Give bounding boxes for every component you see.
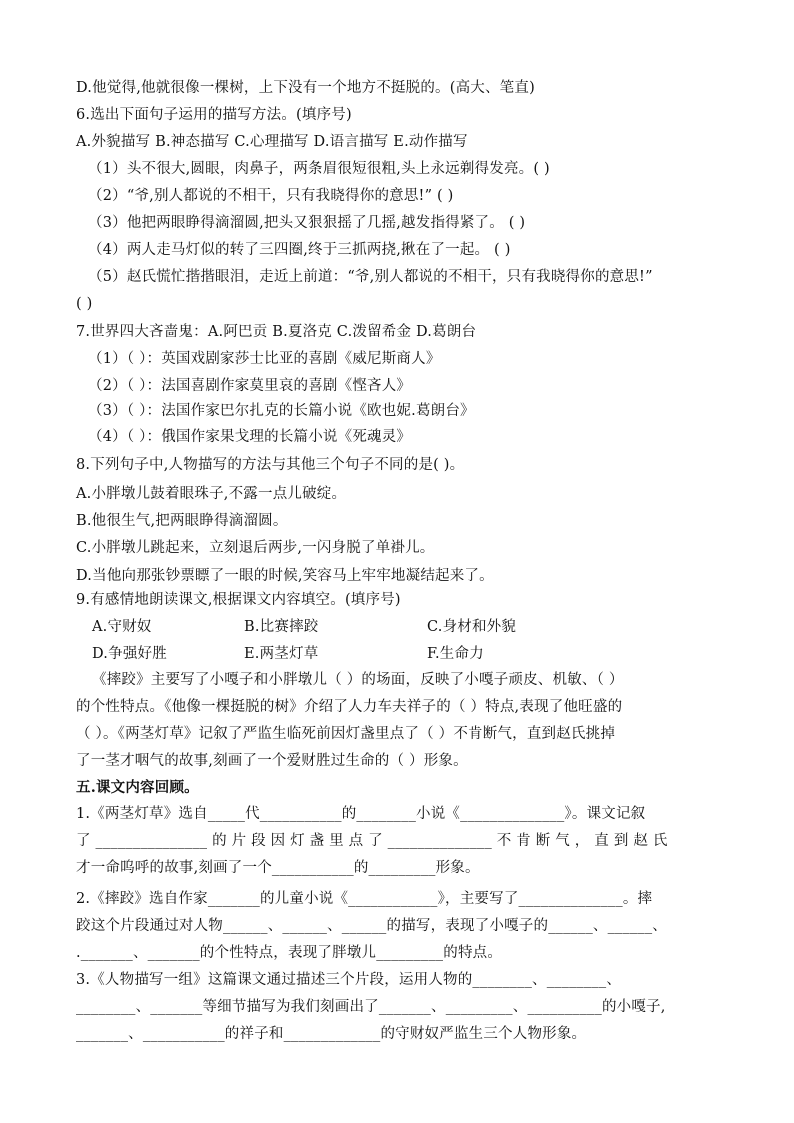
s5-q2-line-2: 跤这个片段通过对人物______、______、______的描写，表现了小嘎子的______、______、 [76, 918, 667, 934]
q9-option-f: F.生命力 [427, 646, 484, 662]
q9-para-line-2: 的个性特点。《他像一棵挺脱的树》介绍了人力车夫祥子的（ ）特点,表现了他旺盛的 [76, 699, 623, 715]
q8-option-a: A.小胖墩儿鼓着眼珠子,不露一点儿破绽。 [76, 486, 347, 502]
q9-option-d: D.争强好胜 [92, 646, 167, 662]
q8-option-c: C.小胖墩儿跳起来，立刻退后两步,一闪身脱了单褂儿。 [76, 540, 435, 556]
q8-title: 8.下列句子中,人物描写的方法与其他三个句子不同的是( )。 [76, 457, 465, 473]
q7-item-1: （1）（ ）：英国戏剧家莎士比亚的喜剧《威尼斯商人》 [88, 351, 441, 367]
s5-q3-line-1: 3.《人物描写一组》这篇课文通过描述三个片段，运用人物的________、________、 [76, 972, 622, 988]
s5-q2-line-3: ._______、_______的个性特点，表现了胖墩儿_________的特点。 [76, 945, 503, 961]
q9-option-b: B.比赛摔跤 [244, 619, 319, 635]
s5-q3-line-2: ________、_______等细节描写为我们刻画出了_______、_________、__________的小嘎子, [76, 999, 666, 1015]
q6-item-2: （2）“爷,别人都说的不相干，只有我晓得你的意思!” ( ) [88, 188, 454, 204]
q6-item-5: （5）赵氏慌忙揩揩眼泪，走近上前道：“爷,别人都说的不相干，只有我晓得你的意思!” [88, 269, 653, 285]
q9-title: 9.有感情地朗读课文,根据课文内容填空。(填序号) [76, 592, 401, 608]
section-5-title: 五.课文内容回顾。 [76, 779, 199, 796]
q8-option-d: D.当他向那张钞票瞟了一眼的时候,笑容马上牢牢地凝结起来了。 [76, 568, 494, 584]
q5-option-d: D.他觉得,他就很像一棵树，上下没有一个地方不挺脱的。(高大、笔直) [76, 80, 535, 96]
s5-q2-line-1: 2.《摔跤》选自作家_______的儿童小说《____________》，主要写了______________。摔 [76, 891, 653, 907]
q6-item-4: （4）两人走马灯似的转了三四圈,终于三抓两挠,揪在了一起。 ( ) [88, 242, 511, 258]
q9-option-e: E.两茎灯草 [244, 646, 319, 662]
q7-title: 7.世界四大吝啬鬼：A.阿巴贡 B.夏洛克 C.泼留希金 D.葛朗台 [76, 324, 477, 340]
q6-options: A.外貌描写 B.神态描写 C.心理描写 D.语言描写 E.动作描写 [76, 134, 468, 150]
q9-option-a: A.守财奴 [92, 619, 152, 635]
q8-option-b: B.他很生气,把两眼睁得滴溜圆。 [76, 513, 288, 529]
q9-para-line-1: 《摔跤》主要写了小嘎子和小胖墩儿（ ）的场面，反映了小嘎子顽皮、机敏、（ ） [92, 672, 624, 688]
s5-q1-line-2: 了 _______________ 的 片 段 因 灯 盏 里 点 了 ______________ 不 肯 断 气 ， 直 到 赵 氏 [76, 833, 668, 849]
q6-item-5-blank: ( ) [76, 296, 93, 312]
q9-para-line-4: 了一茎才咽气的故事,刻画了一个爱财胜过生命的（ ）形象。 [76, 753, 468, 769]
s5-q1-line-1: 1.《两茎灯草》选自_____代___________的________小说《______________》。课文记叙 [76, 806, 646, 822]
s5-q3-line-3: _______、___________的祥子和_____________的守财奴严监生三个人物形象。 [76, 1026, 587, 1042]
q9-para-line-3: （ ）。《两茎灯草》记叙了严监生临死前因灯盏里点了（ ）不肯断气，直到赵氏挑掉 [76, 726, 616, 742]
q6-item-3: （3）他把两眼睁得滴溜圆,把头又狠狠摇了几摇,越发指得紧了。 ( ) [88, 215, 526, 231]
q7-item-2: （2）（ ）：法国喜剧作家莫里哀的喜剧《悭吝人》 [88, 378, 412, 394]
q7-item-3: （3）（ ）：法国作家巴尔扎克的长篇小说《欧也妮.葛朗台》 [88, 403, 475, 419]
q6-title: 6.选出下面句子运用的描写方法。(填序号) [76, 107, 352, 123]
q7-item-4: （4）（ ）：俄国作家果戈理的长篇小说《死魂灵》 [88, 429, 412, 445]
q6-item-1: （1）头不很大,圆眼，肉鼻子，两条眉很短很粗,头上永远剃得发亮。( ) [88, 161, 550, 177]
q9-option-c: C.身材和外貌 [427, 619, 517, 635]
s5-q1-line-3: 才一命呜呼的故事,刻画了一个___________的_________形象。 [76, 860, 480, 876]
